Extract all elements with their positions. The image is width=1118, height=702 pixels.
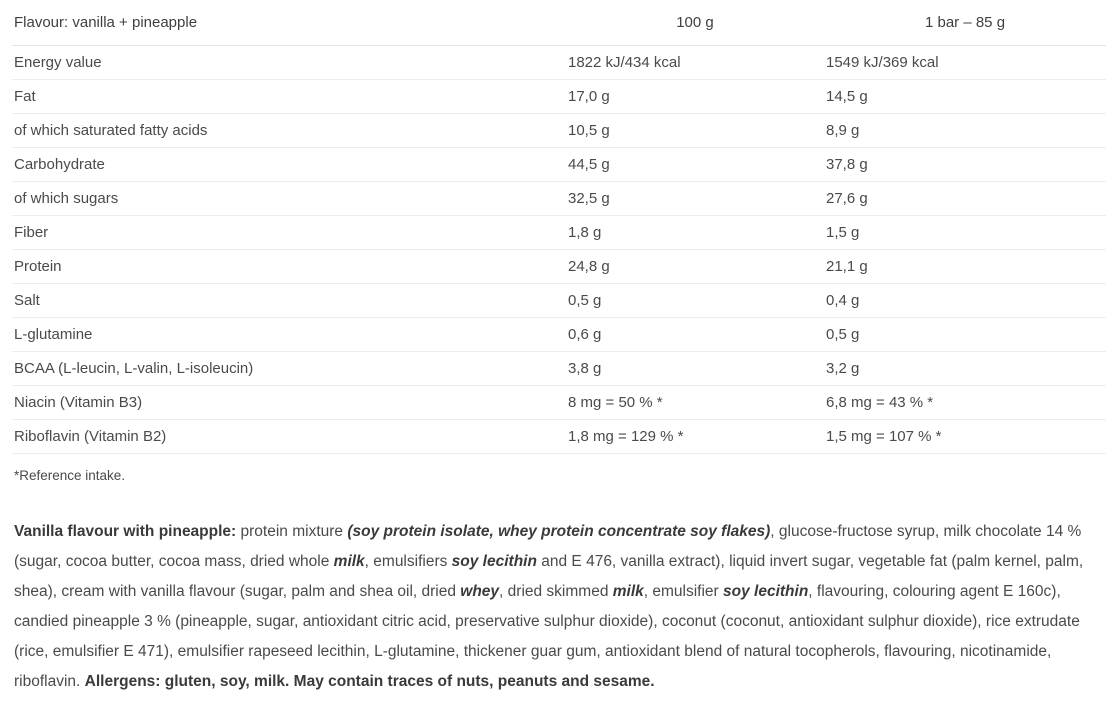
row-value-bar: 14,5 g bbox=[824, 80, 1106, 114]
row-label: BCAA (L-leucin, L-valin, L-isoleucin) bbox=[12, 352, 566, 386]
ingredients-emphasis-3: soy lecithin bbox=[451, 552, 537, 570]
row-label: Energy value bbox=[12, 46, 566, 80]
row-label: Protein bbox=[12, 250, 566, 284]
row-value-bar: 6,8 mg = 43 % * bbox=[824, 386, 1106, 420]
column-header-flavour: Flavour: vanilla + pineapple bbox=[12, 0, 566, 46]
ingredients-text-5: , dried skimmed bbox=[499, 582, 613, 600]
row-value-100g: 1,8 g bbox=[566, 216, 824, 250]
allergens-text: Allergens: gluten, soy, milk. May contain traces of nuts, peanuts and sesame. bbox=[84, 672, 655, 690]
row-value-bar: 37,8 g bbox=[824, 148, 1106, 182]
table-row bbox=[12, 182, 1106, 216]
row-label: of which saturated fatty acids bbox=[12, 114, 566, 148]
ingredients-emphasis-5: milk bbox=[612, 582, 644, 600]
table-row bbox=[12, 318, 1106, 352]
row-value-bar: 1549 kJ/369 kcal bbox=[824, 46, 1106, 80]
row-value-100g: 32,5 g bbox=[566, 182, 824, 216]
row-label: Fiber bbox=[12, 216, 566, 250]
table-row bbox=[12, 352, 1106, 386]
row-value-100g: 10,5 g bbox=[566, 114, 824, 148]
ingredients-text-2: , glucose-fructose syrup, milk chocolate 14 % (sugar, cocoa butter, cocoa mass, dried whole bbox=[14, 522, 1082, 570]
ingredients-paragraph bbox=[12, 499, 1106, 697]
ingredients-emphasis-6: soy lecithin bbox=[723, 582, 809, 600]
row-value-100g: 8 mg = 50 % * bbox=[566, 386, 824, 420]
table-row bbox=[12, 250, 1106, 284]
nutrition-table bbox=[12, 0, 1106, 454]
ingredients-text-3: , emulsifiers bbox=[364, 552, 452, 570]
row-label: Fat bbox=[12, 80, 566, 114]
row-value-100g: 1822 kJ/434 kcal bbox=[566, 46, 824, 80]
table-row bbox=[12, 80, 1106, 114]
row-label: of which sugars bbox=[12, 182, 566, 216]
table-row bbox=[12, 148, 1106, 182]
row-value-100g: 1,8 mg = 129 % * bbox=[566, 420, 824, 454]
table-header bbox=[12, 0, 1106, 46]
row-value-bar: 1,5 mg = 107 % * bbox=[824, 420, 1106, 454]
row-label: Riboflavin (Vitamin B2) bbox=[12, 420, 566, 454]
row-label: Salt bbox=[12, 284, 566, 318]
column-header-per-100g: 100 g bbox=[566, 0, 824, 46]
table-row bbox=[12, 420, 1106, 454]
row-label: Carbohydrate bbox=[12, 148, 566, 182]
ingredients-heading: Vanilla flavour with pineapple: bbox=[14, 522, 237, 540]
row-value-bar: 0,5 g bbox=[824, 318, 1106, 352]
ingredients-text-4: and E 476, vanilla extract), liquid invert sugar, vegetable fat (palm kernel, palm, shea), cream with vanilla flavour (sugar, palm and shea oil, dried bbox=[14, 552, 1084, 600]
row-value-100g: 24,8 g bbox=[566, 250, 824, 284]
row-value-100g: 0,6 g bbox=[566, 318, 824, 352]
reference-intake-footnote: *Reference intake. bbox=[14, 468, 126, 483]
row-value-bar: 8,9 g bbox=[824, 114, 1106, 148]
table-row bbox=[12, 216, 1106, 250]
row-value-100g: 3,8 g bbox=[566, 352, 824, 386]
row-value-100g: 0,5 g bbox=[566, 284, 824, 318]
ingredients-text-1: protein mixture bbox=[236, 522, 348, 540]
table-body bbox=[12, 46, 1106, 454]
row-label: Niacin (Vitamin B3) bbox=[12, 386, 566, 420]
row-value-bar: 3,2 g bbox=[824, 352, 1106, 386]
row-value-bar: 27,6 g bbox=[824, 182, 1106, 216]
table-row bbox=[12, 114, 1106, 148]
table-row bbox=[12, 284, 1106, 318]
row-value-bar: 21,1 g bbox=[824, 250, 1106, 284]
ingredients-emphasis-1: (soy protein isolate, whey protein concentrate soy flakes) bbox=[347, 522, 771, 540]
row-value-100g: 44,5 g bbox=[566, 148, 824, 182]
ingredients-emphasis-2: milk bbox=[333, 552, 365, 570]
ingredients-text-6: , emulsifier bbox=[643, 582, 724, 600]
table-header-row bbox=[12, 0, 1106, 46]
row-value-bar: 0,4 g bbox=[824, 284, 1106, 318]
ingredients-emphasis-4: whey bbox=[460, 582, 500, 600]
table-row bbox=[12, 46, 1106, 80]
row-value-100g: 17,0 g bbox=[566, 80, 824, 114]
table-row bbox=[12, 386, 1106, 420]
row-value-bar: 1,5 g bbox=[824, 216, 1106, 250]
row-label: L-glutamine bbox=[12, 318, 566, 352]
ingredients-text-7: , flavouring, colouring agent E 160c), candied pineapple 3 % (pineapple, sugar, antioxidant citric acid, preservative sulphur dioxide), coconut (coconut, antioxidant sulphur dioxide), rice extrudate (rice, emulsifier E 471), emulsifier rapeseed lecithin, L-glutamine, thickener guar gum, antioxidant blend of natural tocopherols, flavouring, nicotinamide, riboflavin. bbox=[14, 582, 1080, 690]
column-header-per-bar: 1 bar – 85 g bbox=[824, 0, 1106, 46]
